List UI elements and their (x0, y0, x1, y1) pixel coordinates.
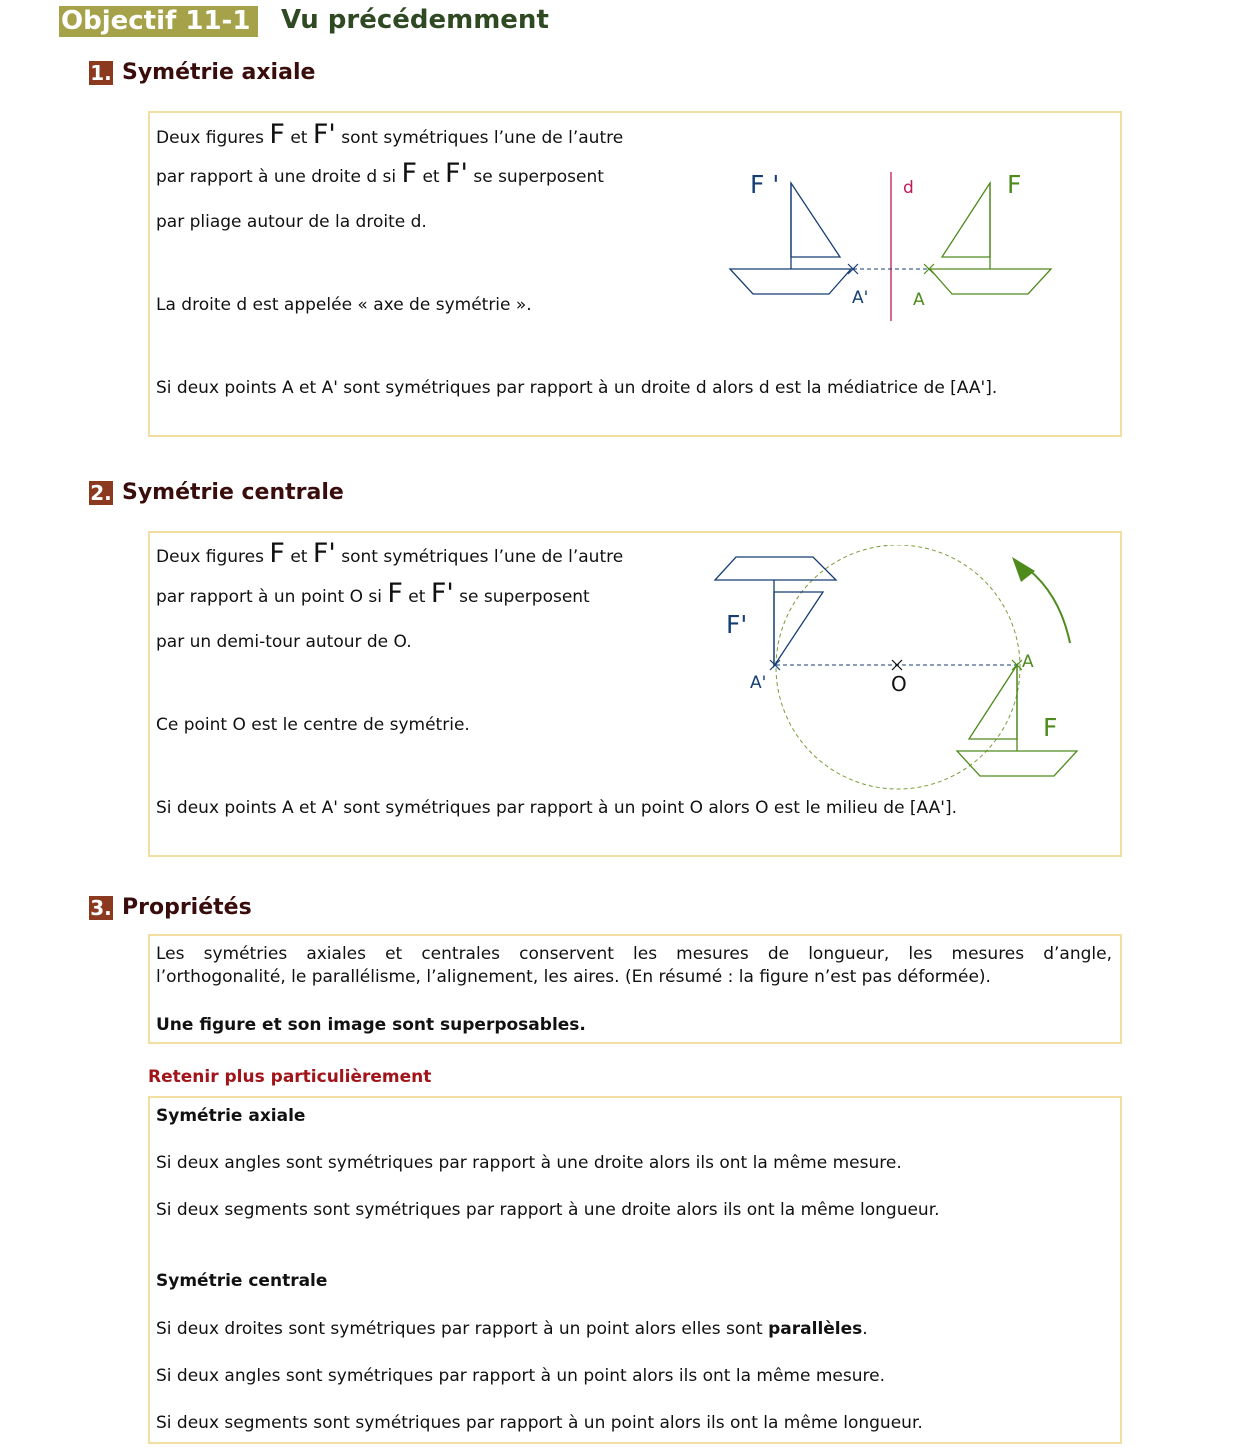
label-o: O (891, 672, 907, 696)
s2-line-2: par rapport à un point O si F et F' se superposent (156, 578, 590, 609)
s2-line-4: Ce point O est le centre de symétrie. (156, 715, 470, 735)
s3-conclusion: Une figure et son image sont superposables. (156, 1015, 586, 1035)
retenir-axiale-2: Si deux segments sont symétriques par rapport à une droite alors ils ont la même longueur. (156, 1200, 940, 1220)
label-f-prime: F' (726, 610, 748, 639)
section-number-2: 2. (90, 481, 112, 505)
boat-f-prime (730, 183, 851, 294)
retenir-title: Retenir plus particulièrement (148, 1067, 432, 1087)
retenir-centrale-title: Symétrie centrale (156, 1271, 328, 1291)
boat-f (930, 183, 1051, 294)
s1-line-4: La droite d est appelée « axe de symétrie ». (156, 295, 532, 315)
axial-symmetry-figure (720, 160, 1070, 330)
s1-line-2: par rapport à une droite d si F et F' se superposent (156, 158, 604, 189)
label-a: A (1022, 652, 1034, 672)
boat-f (957, 665, 1077, 776)
s1-line-1: Deux figures F et F' sont symétriques l’une de l’autre (156, 119, 624, 150)
rotation-arrow (1028, 569, 1070, 643)
central-symmetry-figure (700, 545, 1090, 795)
label-f-prime: F ' (750, 170, 780, 199)
section-title-3: Propriétés (122, 895, 252, 920)
retenir-centrale-2: Si deux angles sont symétriques par rapport à un point alors ils ont la même mesure. (156, 1366, 885, 1386)
label-a-prime: A' (852, 288, 869, 308)
label-d: d (903, 178, 914, 198)
label-a-prime: A' (750, 673, 767, 693)
page-title: Vu précédemment (281, 5, 549, 35)
s1-line-3: par pliage autour de la droite d. (156, 212, 427, 232)
arrow-head (1012, 557, 1035, 582)
label-f: F (1007, 170, 1022, 199)
retenir-centrale-1: Si deux droites sont symétriques par rapport à un point alors elles sont parallèles. (156, 1319, 868, 1339)
point-o-cross (892, 660, 902, 670)
s3-paragraph-line-1: Les symétries axiales et centrales conservent les mesures de longueur, les mesures d’angle, (156, 944, 1112, 964)
label-f: F (1043, 713, 1058, 742)
s3-paragraph-line-2: l’orthogonalité, le parallélisme, l’alignement, les aires. (En résumé : la figure n’est pas déformée). (156, 967, 991, 987)
objective-tag: Objectif 11-1 (59, 6, 258, 37)
section-number-3: 3. (90, 896, 112, 920)
retenir-centrale-3: Si deux segments sont symétriques par rapport à un point alors ils ont la même longueur. (156, 1413, 923, 1433)
section-title-1: Symétrie axiale (122, 60, 316, 85)
s2-line-5: Si deux points A et A' sont symétriques par rapport à un point O alors O est le milieu de [AA']. (156, 798, 958, 818)
section-title-2: Symétrie centrale (122, 480, 344, 505)
label-a: A (913, 290, 925, 310)
s2-line-3: par un demi-tour autour de O. (156, 632, 412, 652)
s2-line-1: Deux figures F et F' sont symétriques l’une de l’autre (156, 538, 624, 569)
retenir-axiale-1: Si deux angles sont symétriques par rapport à une droite alors ils ont la même mesure. (156, 1153, 902, 1173)
retenir-axiale-title: Symétrie axiale (156, 1106, 306, 1126)
s1-line-5: Si deux points A et A' sont symétriques par rapport à un droite d alors d est la médiatrice de [AA']. (156, 378, 998, 398)
rotation-circle (776, 545, 1020, 789)
section-number-1: 1. (90, 61, 112, 85)
